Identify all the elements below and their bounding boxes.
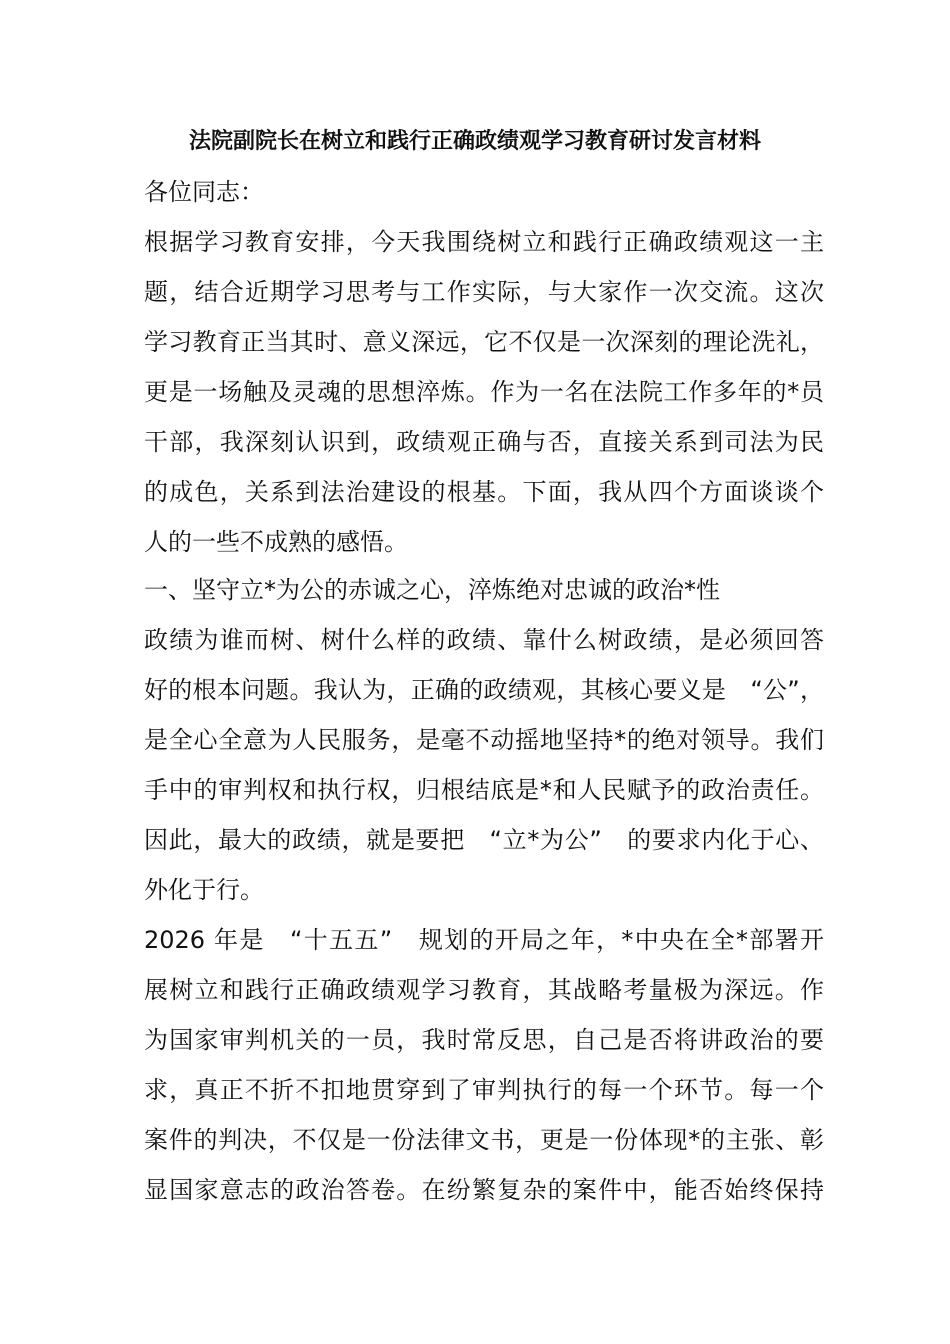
salutation: 各位同志： bbox=[144, 178, 264, 206]
paragraph-line: 的成色，关系到法治建设的根基。下面，我从四个方面谈谈个 bbox=[144, 478, 824, 506]
paragraph-line: 外化于行。 bbox=[144, 876, 264, 904]
paragraph-line: 求，真正不折不扣地贯穿到了审判执行的每一个环节。每一个 bbox=[144, 1076, 824, 1104]
paragraph-line: 显国家意志的政治答卷。在纷繁复杂的案件中，能否始终保持 bbox=[144, 1176, 824, 1204]
paragraph-line: 为国家审判机关的一员，我时常反思，自己是否将讲政治的要 bbox=[144, 1026, 824, 1054]
paragraph-line: 题，结合近期学习思考与工作实际，与大家作一次交流。这次 bbox=[144, 278, 824, 306]
paragraph-line: 是全心全意为人民服务，是毫不动摇地坚持*的绝对领导。我们 bbox=[144, 726, 824, 754]
paragraph-line: 因此，最大的政绩，就是要把 “立*为公” 的要求内化于心、 bbox=[144, 826, 824, 854]
paragraph-line: 展树立和践行正确政绩观学习教育，其战略考量极为深远。作 bbox=[144, 976, 824, 1004]
paragraph-line: 政绩为谁而树、树什么样的政绩、靠什么树政绩，是必须回答 bbox=[144, 626, 824, 654]
paragraph-line: 干部，我深刻认识到，政绩观正确与否，直接关系到司法为民 bbox=[144, 428, 824, 456]
paragraph-line: 好的根本问题。我认为，正确的政绩观，其核心要义是 “公”， bbox=[144, 676, 824, 704]
section-heading: 一、坚守立*为公的赤诚之心，淬炼绝对忠诚的政治*性 bbox=[144, 576, 720, 604]
paragraph-line: 更是一场触及灵魂的思想淬炼。作为一名在法院工作多年的*员 bbox=[144, 378, 824, 406]
document-title: 法院副院长在树立和践行正确政绩观学习教育研讨发言材料 bbox=[188, 129, 761, 154]
paragraph-line: 案件的判决，不仅是一份法律文书，更是一份体现*的主张、彰 bbox=[144, 1126, 824, 1154]
paragraph-line: 学习教育正当其时、意义深远，它不仅是一次深刻的理论洗礼， bbox=[144, 328, 824, 356]
paragraph-line: 2026 年是 “十五五” 规划的开局之年，*中央在全*部署开 bbox=[144, 926, 824, 954]
paragraph-line: 人的一些不成熟的感悟。 bbox=[144, 528, 408, 556]
paragraph-line: 根据学习教育安排，今天我围绕树立和践行正确政绩观这一主 bbox=[144, 228, 824, 256]
paragraph-line: 手中的审判权和执行权，归根结底是*和人民赋予的政治责任。 bbox=[144, 776, 824, 804]
